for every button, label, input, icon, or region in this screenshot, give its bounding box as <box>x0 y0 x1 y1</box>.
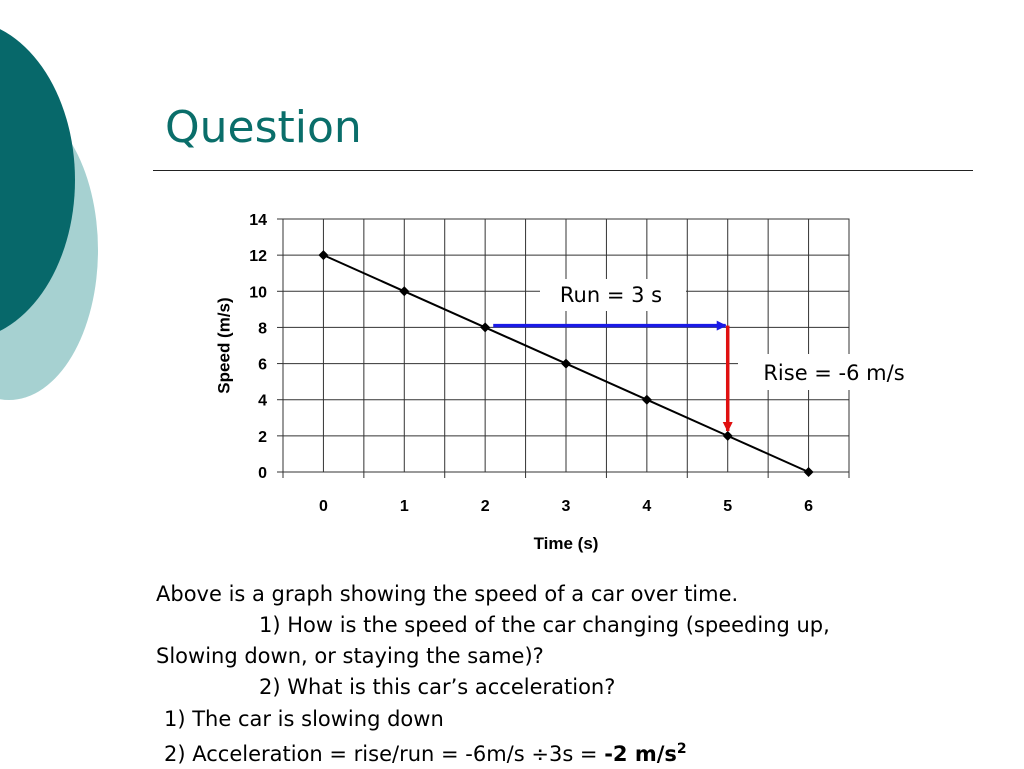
question-1-line-2: Slowing down, or staying the same)? <box>156 644 544 668</box>
x-tick-label: 0 <box>318 498 328 515</box>
answer-2 <box>164 734 687 769</box>
x-tick-label: 5 <box>723 498 733 515</box>
slope-annotations <box>493 279 932 431</box>
y-tick-label: 6 <box>258 356 267 374</box>
run-label: Run = 3 s <box>559 283 663 307</box>
data-point <box>318 250 328 260</box>
answer-1: 1) The car is slowing down <box>164 707 444 731</box>
answers <box>164 704 687 769</box>
answer-2-exponent: 2 <box>676 741 687 757</box>
question-2: 2) What is this car’s acceleration? <box>259 675 616 699</box>
answer-2-text: 2) Acceleration = rise/run = -6m/s ÷3s = <box>164 742 605 766</box>
x-axis-label: Time (s) <box>533 534 599 553</box>
data-point <box>480 322 490 332</box>
data-point <box>561 359 571 369</box>
answer-2-result <box>604 742 686 766</box>
x-tick-label: 6 <box>804 498 814 515</box>
x-tick-label: 4 <box>642 498 652 515</box>
question-text <box>156 579 996 703</box>
x-tick-label: 1 <box>399 498 409 515</box>
question-intro: Above is a graph showing the speed of a car over time. <box>156 582 739 606</box>
x-tick-label: 3 <box>561 498 571 515</box>
question-1-line-1: 1) How is the speed of the car changing (speeding up, <box>259 613 830 637</box>
rise-label: Rise = -6 m/s <box>763 361 905 385</box>
data-point <box>723 431 733 441</box>
y-tick-label: 8 <box>258 320 267 338</box>
y-tick-label: 4 <box>258 392 267 410</box>
y-tick-label: 0 <box>258 465 267 482</box>
data-point <box>642 395 652 405</box>
x-tick-labels <box>319 498 813 515</box>
data-point <box>804 467 814 477</box>
answer-2-value: -2 m/s <box>604 742 677 766</box>
y-tick-label: 10 <box>249 284 267 302</box>
y-tick-label: 12 <box>249 248 267 266</box>
y-tick-label: 14 <box>249 212 267 229</box>
y-tick-label: 2 <box>258 428 267 446</box>
data-point <box>399 286 409 296</box>
y-tick-labels <box>249 212 267 482</box>
x-tick-label: 2 <box>480 498 490 515</box>
chart-grid <box>277 219 849 478</box>
y-axis-label: Speed (m/s) <box>214 297 234 394</box>
slide-title: Question <box>165 102 362 153</box>
